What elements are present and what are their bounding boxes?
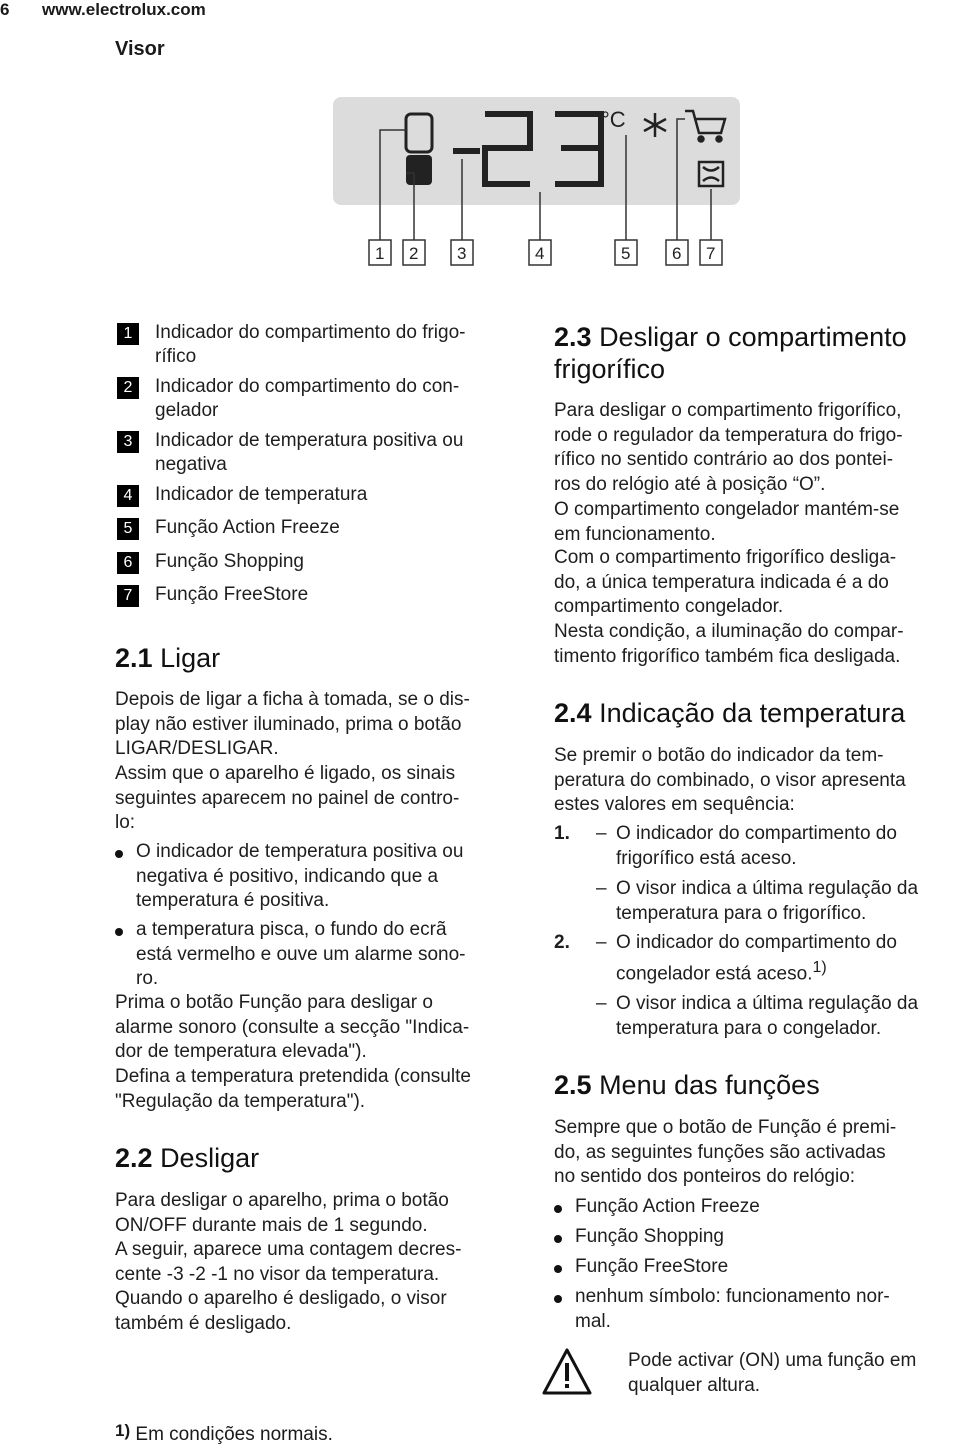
freezer-compartment-icon xyxy=(406,155,432,185)
heading-number: 2.1 xyxy=(115,643,153,673)
bullet-item xyxy=(115,840,525,914)
legend-number: 1 xyxy=(117,323,139,345)
paragraph: Depois de ligar a ficha à tomada, se o dis- play não estiver iluminado, prima o botão LIGAR/DESLIGAR. xyxy=(115,689,470,759)
footnote xyxy=(115,1421,333,1446)
footnote-mark: 1) xyxy=(115,1421,131,1440)
step-number: 2. xyxy=(554,932,570,953)
display-illustration xyxy=(333,97,740,272)
heading-2-5 xyxy=(554,1069,959,1101)
callout-5: 5 xyxy=(621,244,631,263)
fridge-compartment-icon xyxy=(406,114,432,152)
minus-segment xyxy=(453,148,480,154)
legend-number: 2 xyxy=(117,377,139,399)
bullet-icon xyxy=(554,1265,562,1273)
callout-6: 6 xyxy=(672,244,682,263)
digit-2 xyxy=(485,114,530,184)
step-text: O visor indica a última regulação da temperatura para o frigorífico. xyxy=(616,878,919,924)
legend-text: Indicador de temperatura positiva ou negativa xyxy=(155,430,464,475)
paragraph: Para desligar o aparelho, prima o botão ON/OFF durante mais de 1 segundo. xyxy=(115,1190,449,1236)
shopping-cart-icon xyxy=(685,111,725,142)
legend-text: Indicador do compartimento do frigo- rífico xyxy=(155,322,466,367)
heading-title: Menu das funções xyxy=(599,1070,820,1100)
heading-2-4 xyxy=(554,697,959,729)
heading-2-3 xyxy=(554,321,959,385)
legend-number: 6 xyxy=(117,552,139,574)
legend-item xyxy=(117,483,537,509)
heading-number: 2.5 xyxy=(554,1070,592,1100)
dash: – xyxy=(596,993,607,1014)
bullet-item xyxy=(115,918,525,992)
snowflake-icon xyxy=(644,113,666,137)
header-url[interactable]: www.electrolux.com xyxy=(42,0,206,19)
paragraph: Prima o botão Função para desligar o alarme sonoro (consulte a secção "Indica- dor de temperatura elevada"). xyxy=(115,992,470,1062)
legend-text: Função Shopping xyxy=(155,551,304,572)
paragraph: Para desligar o compartimento frigorífico, rode o regulador da temperatura do frigo- rífico no sentido contrário ao dos pontei- ros do relógio até à posição “O”. xyxy=(554,400,903,495)
bullet-item xyxy=(554,1255,959,1280)
legend-item xyxy=(117,375,537,425)
legend-item xyxy=(117,550,537,576)
legend-text: Indicador do compartimento do con- gelador xyxy=(155,376,460,421)
paragraph: Quando o aparelho é desligado, o visor também é desligado. xyxy=(115,1288,447,1334)
footnote-text: Em condições normais. xyxy=(135,1424,333,1445)
bullet-text: Função Action Freeze xyxy=(575,1196,760,1217)
heading-number: 2.2 xyxy=(115,1143,153,1173)
dash: – xyxy=(596,932,607,953)
bullet-item xyxy=(554,1195,959,1220)
paragraph: A seguir, aparece uma contagem decres- cente -3 -2 -1 no visor da temperatura. xyxy=(115,1239,462,1285)
warning-text: Pode activar (ON) uma função em qualquer altura. xyxy=(628,1350,917,1396)
legend-item xyxy=(117,321,537,371)
legend-text: Função FreeStore xyxy=(155,584,309,605)
fan-icon xyxy=(699,162,723,186)
callout-2: 2 xyxy=(409,244,419,263)
dash: – xyxy=(596,878,607,899)
step-text: O visor indica a última regulação da temperatura para o congelador. xyxy=(616,993,919,1039)
bullet-text: O indicador de temperatura positiva ou negativa é positivo, indicando que a temperatura é positiva. xyxy=(136,841,464,911)
heading-2-1 xyxy=(115,642,515,674)
step-number: 1. xyxy=(554,823,570,844)
bullet-icon xyxy=(554,1235,562,1243)
paragraph: Assim que o aparelho é ligado, os sinais seguintes aparecem no painel de contro- lo: xyxy=(115,763,460,833)
heading-2-2 xyxy=(115,1142,515,1174)
bullet-item xyxy=(554,1285,959,1334)
legend-number: 3 xyxy=(117,431,139,453)
bullet-text: Função FreeStore xyxy=(575,1256,729,1277)
paragraph: Se premir o botão do indicador da tem- peratura do combinado, o visor apresenta estes valores em sequência: xyxy=(554,745,906,815)
legend-item xyxy=(117,516,537,542)
warning-icon xyxy=(541,1347,593,1397)
bullet-icon xyxy=(554,1205,562,1213)
paragraph: Defina a temperatura pretendida (consulte "Regulação da temperatura"). xyxy=(115,1066,471,1112)
legend-number: 5 xyxy=(117,518,139,540)
bullet-icon xyxy=(115,928,123,936)
callout-7: 7 xyxy=(706,244,716,263)
bullet-text: Função Shopping xyxy=(575,1226,724,1247)
heading-number: 2.4 xyxy=(554,698,592,728)
paragraph: Nesta condição, a iluminação do compar- timento frigorífico também fica desligada. xyxy=(554,621,904,667)
heading-title: Desligar o compartimento frigorífico xyxy=(554,322,907,384)
legend-text: Função Action Freeze xyxy=(155,517,340,538)
legend-item xyxy=(117,429,537,479)
step-text: O indicador do compartimento do frigorífico está aceso. xyxy=(616,823,897,869)
bullet-item xyxy=(554,1225,959,1250)
step-text-body: O indicador do compartimento do congelador está aceso. xyxy=(616,932,897,984)
celsius-unit: °C xyxy=(601,107,626,132)
callout-4: 4 xyxy=(535,244,545,263)
legend-number: 4 xyxy=(117,485,139,507)
paragraph: Com o compartimento frigorífico desliga- do, a única temperatura indicada é a do compartimento congelador. xyxy=(554,547,897,617)
heading-title: Desligar xyxy=(160,1143,260,1173)
heading-title: Indicação da temperatura xyxy=(599,698,906,728)
step-text xyxy=(616,931,960,986)
bullet-icon xyxy=(554,1295,562,1303)
heading-number: 2.3 xyxy=(554,322,592,352)
dash: – xyxy=(596,823,607,844)
section-title: Visor xyxy=(115,38,165,60)
callout-1: 1 xyxy=(375,244,385,263)
paragraph: Sempre que o botão de Função é premi- do, as seguintes funções são activadas no sentido dos ponteiros do relógio: xyxy=(554,1117,897,1187)
page-number: 6 xyxy=(0,0,10,19)
footnote-ref: 1) xyxy=(812,958,827,976)
legend-item xyxy=(117,583,537,609)
heading-title: Ligar xyxy=(160,643,221,673)
legend-text: Indicador de temperatura xyxy=(155,484,368,505)
bullet-text: nenhum símbolo: funcionamento nor- mal. xyxy=(575,1286,890,1332)
legend-number: 7 xyxy=(117,585,139,607)
callout-3: 3 xyxy=(457,244,467,263)
bullet-icon xyxy=(115,850,123,858)
paragraph: O compartimento congelador mantém-se em funcionamento. xyxy=(554,499,900,545)
bullet-text: a temperatura pisca, o fundo do ecrã está vermelho e ouve um alarme sono- ro. xyxy=(136,919,466,989)
